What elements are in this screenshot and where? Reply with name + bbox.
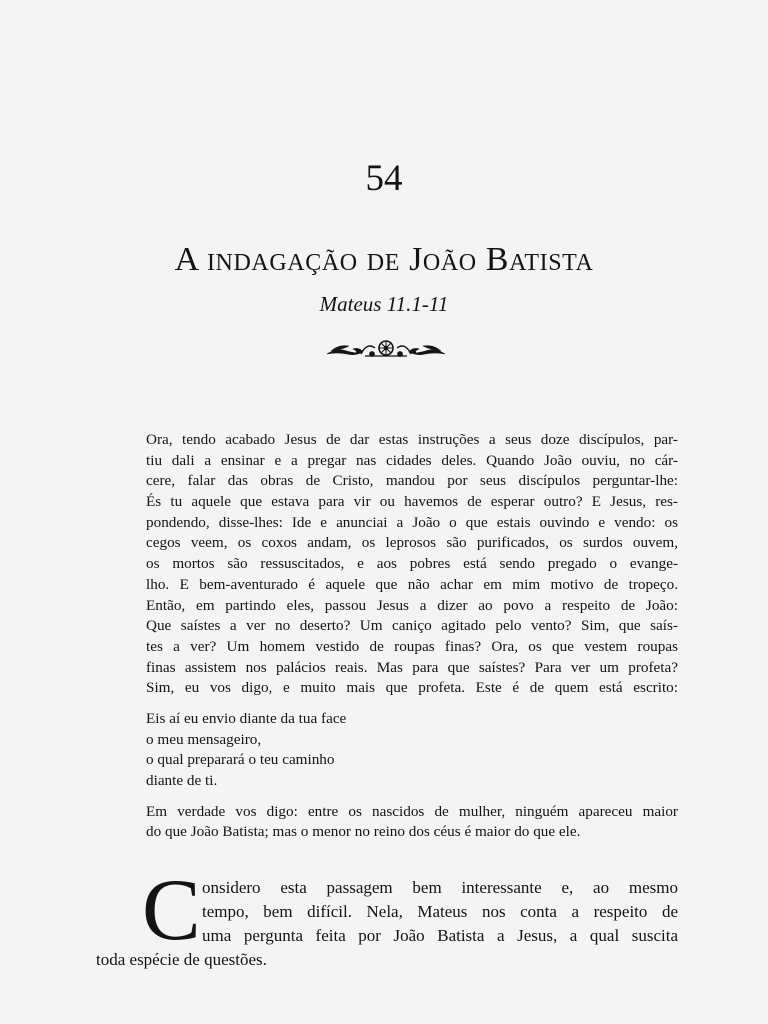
scripture-line: cegos veem, os coxos andam, os leprosos são purificados, os surdos ouvem, xyxy=(146,534,678,552)
poem-line: Eis aí eu envio diante da tua face xyxy=(146,709,347,727)
scripture-line: os mortos são ressuscitados, e aos pobres está sendo pregado o evange- xyxy=(146,555,678,573)
poem-line: o qual preparará o teu caminho xyxy=(146,751,335,769)
body-line: toda espécie de questões. xyxy=(96,950,267,969)
scripture-line: Ora, tendo acabado Jesus de dar estas instruções a seus doze discípulos, par- xyxy=(146,431,678,448)
scripture-closing xyxy=(146,802,678,843)
scripture-line: És tu aquele que estava para vir ou havemos de esperar outro? E Jesus, res- xyxy=(146,493,678,511)
scripture-line: cere, falar das obras de Cristo, mandou por seus discípulos perguntar-lhe: xyxy=(146,472,678,490)
body-line: onsidero esta passagem bem interessante e, ao mesmo xyxy=(202,878,678,897)
scripture-poem xyxy=(146,709,678,792)
poem-line: o meu mensageiro, xyxy=(146,730,262,748)
body-line: uma pergunta feita por João Batista a Jesus, a qual suscita xyxy=(202,926,678,945)
dropcap-block xyxy=(96,862,678,959)
scripture-line: do que João Batista; mas o menor no reino dos céus é maior do que ele. xyxy=(146,823,581,841)
scripture-reference: Mateus 11.1-11 xyxy=(319,292,449,316)
scripture-line: tes a ver? Um homem vestido de roupas finas? Ora, os que vestem roupas xyxy=(146,637,678,655)
scripture-line: Em verdade vos digo: entre os nascidos de mulher, ninguém apareceu maior xyxy=(146,802,678,820)
scripture-line: Então, em partindo eles, passou Jesus a dizer ao povo a respeito de João: xyxy=(146,596,678,614)
chapter-number: 54 xyxy=(365,158,403,199)
scripture-line: Sim, eu vos digo, e muito mais que profeta. Este é de quem está escrito: xyxy=(146,679,678,697)
scripture-line: tiu dali a ensinar e a pregar nas cidades deles. Quando João ouviu, no cár- xyxy=(146,451,678,469)
scripture-prose xyxy=(146,430,678,699)
scripture-line: Que saístes a ver no deserto? Um caniço agitado pelo vento? Sim, que saís- xyxy=(146,617,678,635)
scripture-line: finas assistem nos palácios reais. Mas para que saístes? Para ver um profeta? xyxy=(146,658,678,676)
body-line: tempo, bem difícil. Nela, Mateus nos conta a respeito de xyxy=(202,902,678,921)
body-paragraph xyxy=(96,862,678,972)
chapter-title: A indagação de João Batista xyxy=(174,241,594,278)
scripture-line: pondendo, disse-lhes: Ide e anunciai a João o que estais ouvindo e vendo: os xyxy=(146,513,678,531)
drop-cap: C xyxy=(142,862,201,959)
ornament-divider-icon xyxy=(325,333,447,361)
scripture-line: lho. E bem-aventurado é aquele que não achar em mim motivo de tropeço. xyxy=(146,575,678,593)
poem-line: diante de ti. xyxy=(146,772,218,789)
scripture-passage xyxy=(146,430,678,843)
